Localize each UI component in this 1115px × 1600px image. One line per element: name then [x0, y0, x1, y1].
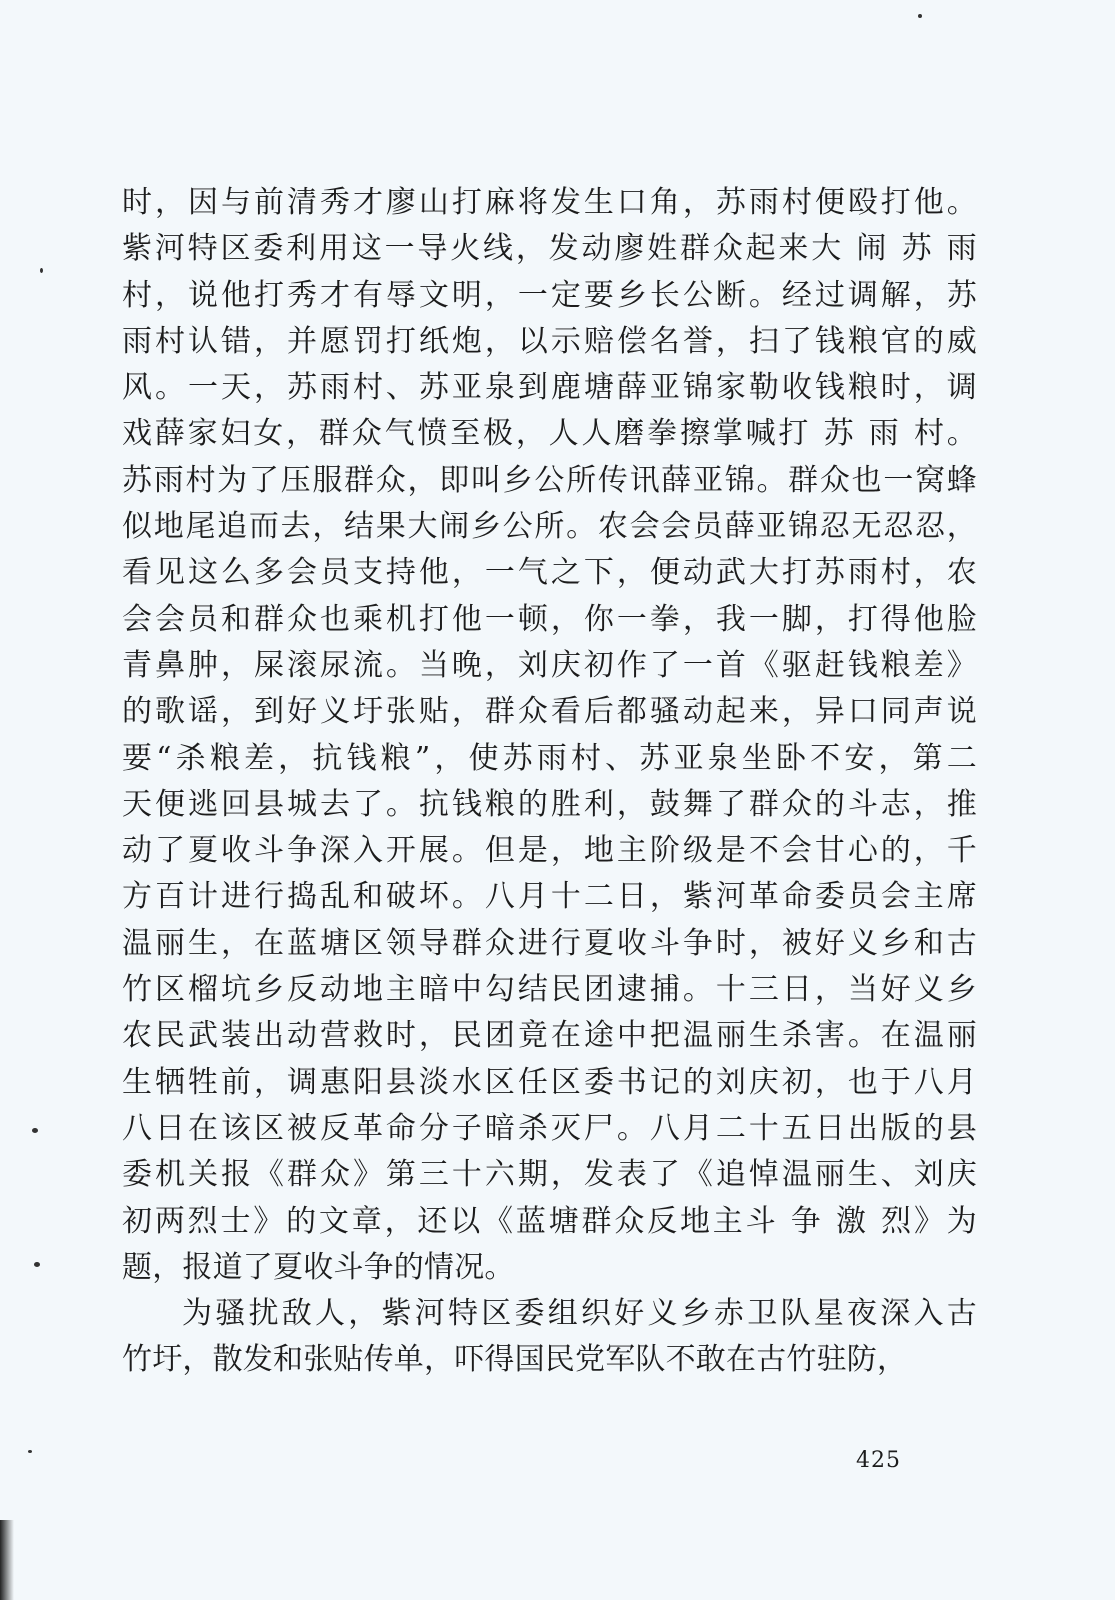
- text-line: 初两烈士》的文章，还以《蓝塘群众反地主斗 争 激 烈》为: [122, 1203, 977, 1239]
- text-line: 雨村认错，并愿罚打纸炮，以示赔偿名誉，扫了钱粮官的威: [122, 323, 977, 359]
- scan-speck: [28, 1450, 32, 1453]
- scan-speck: [34, 1262, 40, 1267]
- text-line: 题，报道了夏收斗争的情况。: [122, 1249, 515, 1285]
- scan-speck: [40, 268, 43, 273]
- text-line: 竹圩，散发和张贴传单，吓得国民党军队不敢在古竹驻防，: [122, 1342, 908, 1378]
- text-line: 的歌谣，到好义圩张贴，群众看后都骚动起来，异口同声说: [122, 694, 977, 730]
- text-line: 动了夏收斗争深入开展。但是，地主阶级是不会甘心的，千: [122, 833, 977, 869]
- text-line: 要“杀粮差，抗钱粮”，使苏雨村、苏亚泉坐卧不安，第二: [122, 740, 977, 776]
- scan-speck: [32, 1128, 38, 1133]
- text-line: 青鼻肿，屎滚尿流。当晚，刘庆初作了一首《驱赶钱粮差》: [122, 647, 977, 683]
- text-line: 似地尾追而去，结果大闹乡公所。农会会员薛亚锦忍无忍忍，: [122, 509, 977, 545]
- text-line: 紫河特区委利用这一导火线，发动廖姓群众起来大 闹 苏 雨: [122, 231, 977, 267]
- text-line: 风。一天，苏雨村、苏亚泉到鹿塘薛亚锦家勒收钱粮时，调: [122, 370, 977, 406]
- text-line: 天便逃回县城去了。抗钱粮的胜利，鼓舞了群众的斗志，推: [122, 786, 977, 822]
- text-line: 温丽生，在蓝塘区领导群众进行夏收斗争时，被好义乡和古: [122, 925, 977, 961]
- text-line: 方百计进行捣乱和破坏。八月十二日，紫河革命委员会主席: [122, 879, 977, 915]
- text-line: 看见这么多会员支持他，一气之下，便动武大打苏雨村，农: [122, 555, 977, 591]
- text-line: 八日在该区被反革命分子暗杀灭尸。八月二十五日出版的县: [122, 1110, 977, 1146]
- text-line: 委机关报《群众》第三十六期，发表了《追悼温丽生、刘庆: [122, 1157, 977, 1193]
- text-line: 竹区榴坑乡反动地主暗中勾结民团逮捕。十三日，当好义乡: [122, 972, 977, 1008]
- page-number: 425: [856, 1448, 901, 1473]
- text-line: 村，说他打秀才有辱文明，一定要乡长公断。经过调解，苏: [122, 277, 977, 313]
- body-text: [122, 180, 977, 1384]
- scan-speck: [918, 14, 922, 18]
- text-line: 生牺牲前，调惠阳县淡水区任区委书记的刘庆初，也于八月: [122, 1064, 977, 1100]
- text-line: 会会员和群众也乘机打他一顿，你一拳，我一脚，打得他脸: [122, 601, 977, 637]
- text-line: 时，因与前清秀才廖山打麻将发生口角，苏雨村便殴打他。: [122, 185, 977, 220]
- text-line: 苏雨村为了压服群众，即叫乡公所传讯薛亚锦。群众也一窝蜂: [122, 462, 977, 498]
- text-line: 戏薛家妇女，群众气愤至极，人人磨拳擦掌喊打 苏 雨 村。: [122, 416, 977, 452]
- text-line: 农民武装出动营救时，民团竟在途中把温丽生杀害。在温丽: [122, 1018, 977, 1054]
- scan-edge-shadow: [0, 1520, 14, 1600]
- text-line-paragraph-start: 为骚扰敌人，紫河特区委组织好义乡赤卫队星夜深入古: [182, 1296, 977, 1332]
